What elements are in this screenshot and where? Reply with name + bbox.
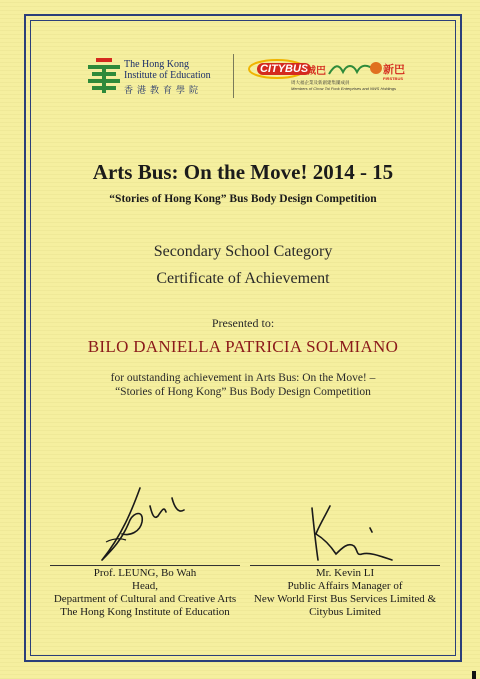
- logo-divider: [233, 54, 234, 98]
- signatory-left-title-2: Department of Cultural and Creative Arts: [53, 593, 237, 605]
- signatory-right: [245, 567, 445, 619]
- hkied-logo: [86, 56, 226, 98]
- signatory-right-title-3: Citybus Limited: [309, 606, 381, 618]
- nwfb-name-zh: 新巴: [383, 63, 405, 76]
- reason-line-2: “Stories of Hong Kong” Bus Body Design Competition: [115, 386, 371, 398]
- reason-line-1: for outstanding achievement in Arts Bus: On the Move! –: [110, 372, 376, 384]
- bus-companies-logo: [243, 56, 413, 96]
- signature-line-left: [50, 565, 240, 566]
- signatory-right-title-2: New World First Bus Services Limited &: [253, 593, 437, 605]
- nwfb-name-en: FIRSTBUS: [383, 76, 403, 81]
- hkied-name-zh: 香港教育學院: [124, 86, 203, 96]
- signature-li-icon: [300, 498, 400, 568]
- signatory-left-title-3: The Hong Kong Institute of Education: [60, 606, 230, 618]
- hkied-emblem-icon: [86, 56, 122, 96]
- certificate-category: Secondary School Category: [153, 243, 333, 260]
- signature-leung-icon: [92, 480, 192, 570]
- signature-line-right: [250, 565, 440, 566]
- certificate-title: Arts Bus: On the Move! 2014 - 15: [92, 160, 394, 184]
- citybus-name: CITYBUS: [257, 63, 311, 75]
- certificate-subtitle: “Stories of Hong Kong” Bus Body Design Competition: [109, 193, 377, 205]
- bus-members-zh: 周大福企業及新創建集團成員: [291, 81, 350, 86]
- signatory-right-name: Mr. Kevin LI: [315, 567, 375, 579]
- signatory-right-title-1: Public Affairs Manager of: [287, 580, 403, 592]
- hkied-name-en: [124, 59, 211, 81]
- signatory-left: [45, 567, 245, 619]
- nwfb-emblem-icon: [369, 60, 383, 76]
- hkied-name-line1: The Hong Kong: [124, 59, 189, 70]
- scan-mark: [472, 671, 476, 679]
- recipient-name: BILO DANIELLA PATRICIA SOLMIANO: [87, 337, 399, 356]
- signatory-left-name: Prof. LEUNG, Bo Wah: [93, 567, 197, 579]
- presented-to-label: Presented to:: [211, 316, 275, 330]
- hkied-name-line2: Institute of Education: [124, 70, 211, 81]
- citybus-name-zh: 城巴: [306, 66, 326, 77]
- bus-members-en: Members of Chow Tai Fook Enterprises and NWS Holdings: [291, 86, 397, 91]
- certificate-type: Certificate of Achievement: [156, 270, 330, 287]
- signatory-left-title-1: Head,: [132, 580, 158, 592]
